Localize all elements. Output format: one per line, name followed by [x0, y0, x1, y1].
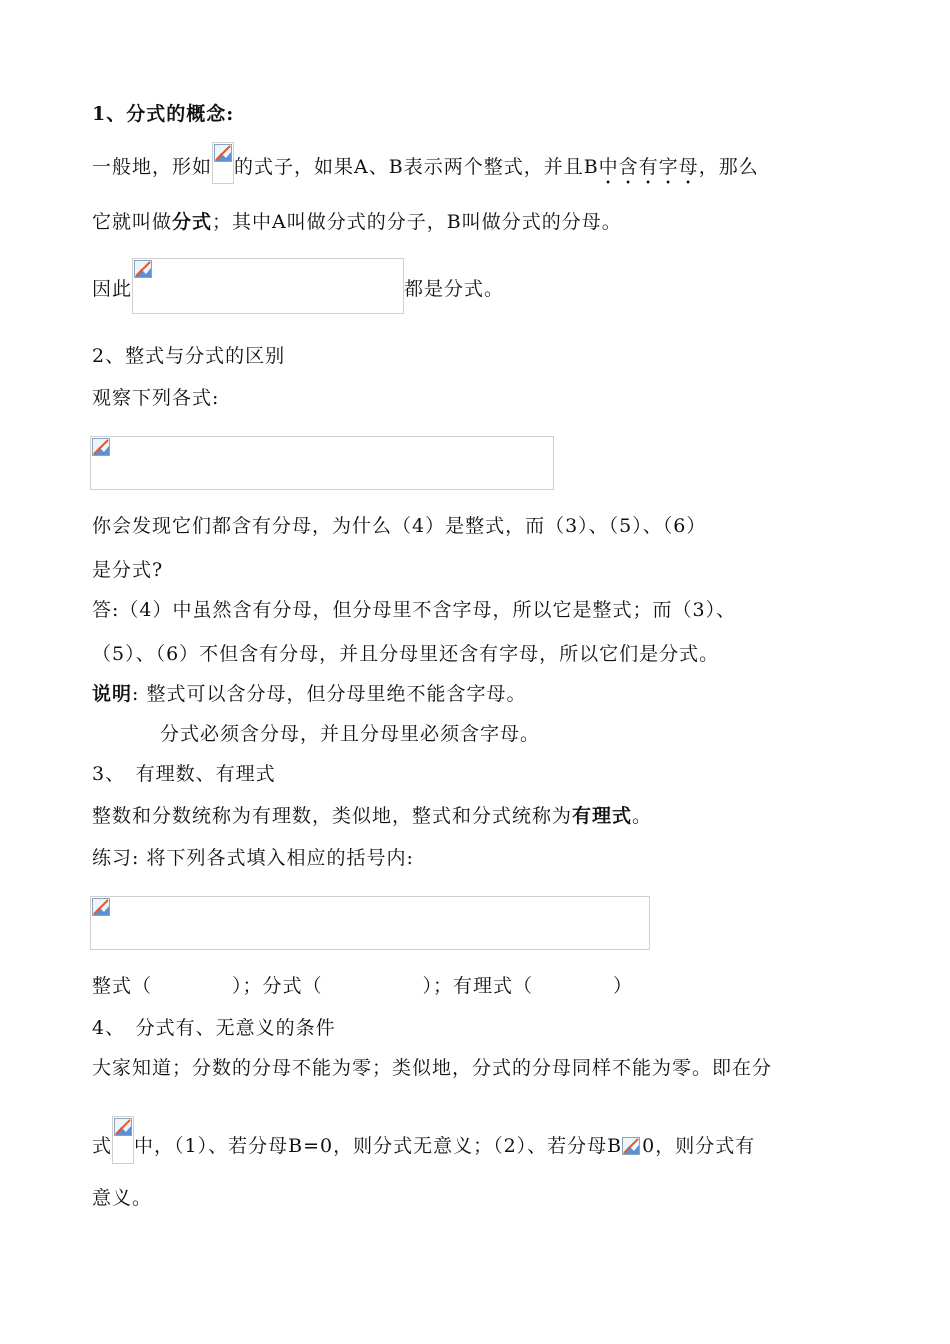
note-label: 说明	[92, 683, 133, 705]
text: B	[583, 156, 599, 178]
broken-image-icon	[622, 1137, 640, 1155]
integral-expression-blank: 整式（ ）；	[92, 975, 263, 997]
section2-note1	[92, 682, 526, 706]
broken-image-icon	[114, 1118, 132, 1136]
section2-question-line1: 你会发现它们都含有分母，为什么（4）是整式，而（3）、（5）、（6）	[92, 515, 707, 537]
bold-term: 分式	[172, 211, 213, 233]
section3-exercise: 练习: 将下列各式填入相应的括号内:	[92, 847, 414, 869]
text: 因此	[92, 278, 133, 300]
section2-answer-line1: 答:（4）中虽然含有分母，但分母里不含字母，所以它是整式；而（3）、	[92, 599, 737, 621]
text: : 整式可以含分母，但分母里绝不能含字母。	[132, 683, 527, 705]
fraction-examples-image	[132, 258, 404, 314]
rational-expression-blank: 有理式（ ）	[453, 975, 634, 997]
section2-observe: 观察下列各式:	[92, 387, 220, 409]
text: 一般地，形如	[92, 156, 213, 178]
broken-image-icon	[134, 260, 152, 278]
text: 0，则分式有	[642, 1135, 756, 1157]
section3-title: 3、 有理数、有理式	[92, 763, 276, 785]
fraction-image	[212, 142, 234, 184]
section2-title: 2、整式与分式的区别	[92, 345, 286, 367]
section2-note2: 分式必须含分母，并且分母里必须含字母。	[160, 723, 541, 745]
text: 整数和分数统称为有理数，类似地，整式和分式统称为	[92, 805, 573, 827]
expressions-image	[90, 436, 554, 490]
text: 中，（1）、若分母B=0，则分式无意义；（2）、若分母B	[134, 1135, 623, 1157]
text: 的式子，如果A、B表示两个整式，并且	[234, 156, 584, 178]
section4-title: 4、 分式有、无意义的条件	[92, 1017, 336, 1039]
broken-image-icon	[92, 898, 110, 916]
text: 。	[632, 805, 653, 827]
emphasized-text: 中含有字母	[598, 156, 699, 178]
fraction-image	[112, 1116, 134, 1164]
text: ，那么	[698, 156, 759, 178]
broken-image-icon	[214, 144, 232, 162]
section3-para1	[92, 804, 652, 828]
section1-title: 1、分式的概念:	[92, 103, 235, 125]
bold-term: 有理式	[572, 805, 633, 827]
section1-para2	[92, 210, 622, 234]
section2-question-line2: 是分式?	[92, 559, 164, 581]
exercise-expressions-image	[90, 896, 650, 950]
not-equal-image	[622, 1137, 642, 1157]
section4-para1: 大家知道；分数的分母不能为零；类似地，分式的分母同样不能为零。即在分	[92, 1057, 773, 1079]
section4-para3: 意义。	[92, 1187, 153, 1209]
text: 式	[92, 1135, 113, 1157]
section1-para3	[92, 266, 504, 314]
section2-answer-line2: （5）、（6）不但含有分母，并且分母里还含有字母，所以它们是分式。	[92, 643, 720, 665]
text: 它就叫做	[92, 211, 173, 233]
text: 都是分式。	[404, 278, 505, 300]
fraction-blank: 分式（ ）；	[262, 975, 454, 997]
section4-para2	[92, 1130, 755, 1164]
section1-para1	[92, 152, 759, 189]
text: ；其中A叫做分式的分子，B叫做分式的分母。	[212, 211, 622, 233]
section3-blanks	[92, 974, 633, 998]
broken-image-icon	[92, 438, 110, 456]
